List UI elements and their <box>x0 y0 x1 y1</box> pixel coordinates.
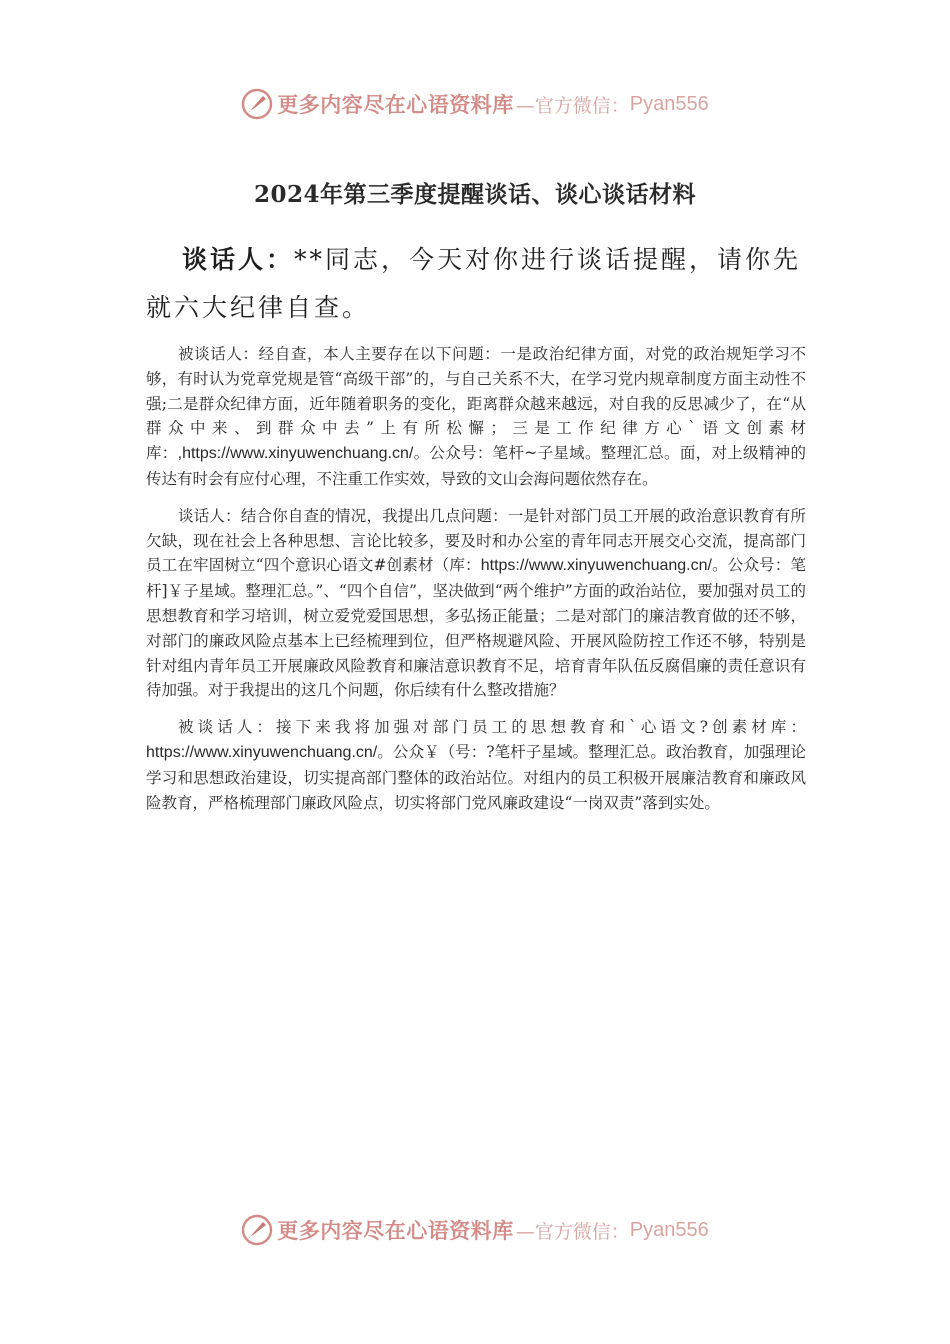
footer-wechat-label: —官方微信： <box>515 1220 630 1243</box>
paragraph-1-text-b: 。公众号：笔杆~子星域。整理汇总。面，对上级精神的传达有时会有应付心理，不注重工作实效，导致的文山会海问题依然存在。 <box>146 444 806 488</box>
paragraph-2-text-a: 谈话人：结合你自查的情况，我提出几点问题：一是针对部门员工开展的政治意识教育有所欠缺，现在社会上各种思想、言论比较多，要及时和办公室的青年同志开展交心交流，提高部门员工在牢固树立“四个意识心语文#创素材（库： <box>146 506 806 575</box>
paragraph-3 <box>146 715 806 815</box>
footer-banner <box>0 1210 950 1250</box>
quill-pen-icon <box>241 88 273 120</box>
paragraph-2-text-b: 。公众号：笔杆]￥子星域。整理汇总。”、“四个自信”，坚决做到“两个维护”方面的政治站位，要加强对员工的思想教育和学习培训，树立爱党爱国思想，多弘扬正能量；二是对部门的廉洁教育做的还不够，对部门的廉政风险点基本上已经梳理到位，但严格规避风险、开展风险防控工作还不够，特别是针对组内青年员工开展廉政风险教育和廉洁意识教育不足，培育青年队伍反腐倡廉的责任意识有待加强。对于我提出的这几个问题，你后续有什么整改措施？ <box>146 556 806 700</box>
header-brand: 更多内容尽在心语资料库 <box>277 92 514 117</box>
lead-text: **同志，今天对你进行谈话提醒，请你先就六大纪律自查。 <box>146 245 802 322</box>
footer-brand: 更多内容尽在心语资料库 <box>277 1218 514 1243</box>
document-title: 2024年第三季度提醒谈话、谈心谈话材料 <box>253 181 696 208</box>
paragraph-2-url: https://www.xinyuwenchuang.cn/ <box>480 557 712 575</box>
quill-pen-icon <box>241 1214 273 1246</box>
paragraph-2 <box>146 504 806 703</box>
paragraph-3-text-b: 。公众￥（号：?笔杆子星域。整理汇总。政治教育，加强理论学习和思想政治建设，切实提高部门整体的政治站位。对组内的员工积极开展廉洁教育和廉政风险教育，严格梳理部门廉政风险点，切实将部门党风廉政建设“一岗双责”落到实处。 <box>146 742 806 812</box>
paragraph-3-text-a: 被谈话人：接下来我将加强对部门员工的思想教育和`心语文?创素材库： <box>178 718 806 737</box>
lead-speaker: 谈话人： <box>182 245 295 274</box>
header-banner <box>0 84 950 124</box>
document-body <box>146 342 806 827</box>
paragraph-1-text-a: 被谈话人：经自查，本人主要存在以下问题：一是政治纪律方面，对党的政治规矩学习不够，有时认为党章党规是管“高级干部”的，与自己关系不大，在学习党内规章制度方面主动性不强;二是群众纪律方面，近年随着职务的变化，距离群众越来越远，对自我的反思减少了，在“从群众中来、到群众中去”上有所松懈；三是工作纪律方心`语文创素材库： <box>146 345 806 463</box>
paragraph-1 <box>146 342 806 492</box>
footer-wechat-id: Pyan556 <box>629 1218 709 1241</box>
paragraph-3-url: https://www.xinyuwenchuang.cn/ <box>146 743 378 761</box>
header-wechat-id: Pyan556 <box>629 92 709 115</box>
paragraph-1-url: ,https://www.xinyuwenchuang.cn/ <box>177 445 414 463</box>
lead-paragraph <box>146 236 810 332</box>
header-wechat-label: —官方微信： <box>515 94 630 117</box>
